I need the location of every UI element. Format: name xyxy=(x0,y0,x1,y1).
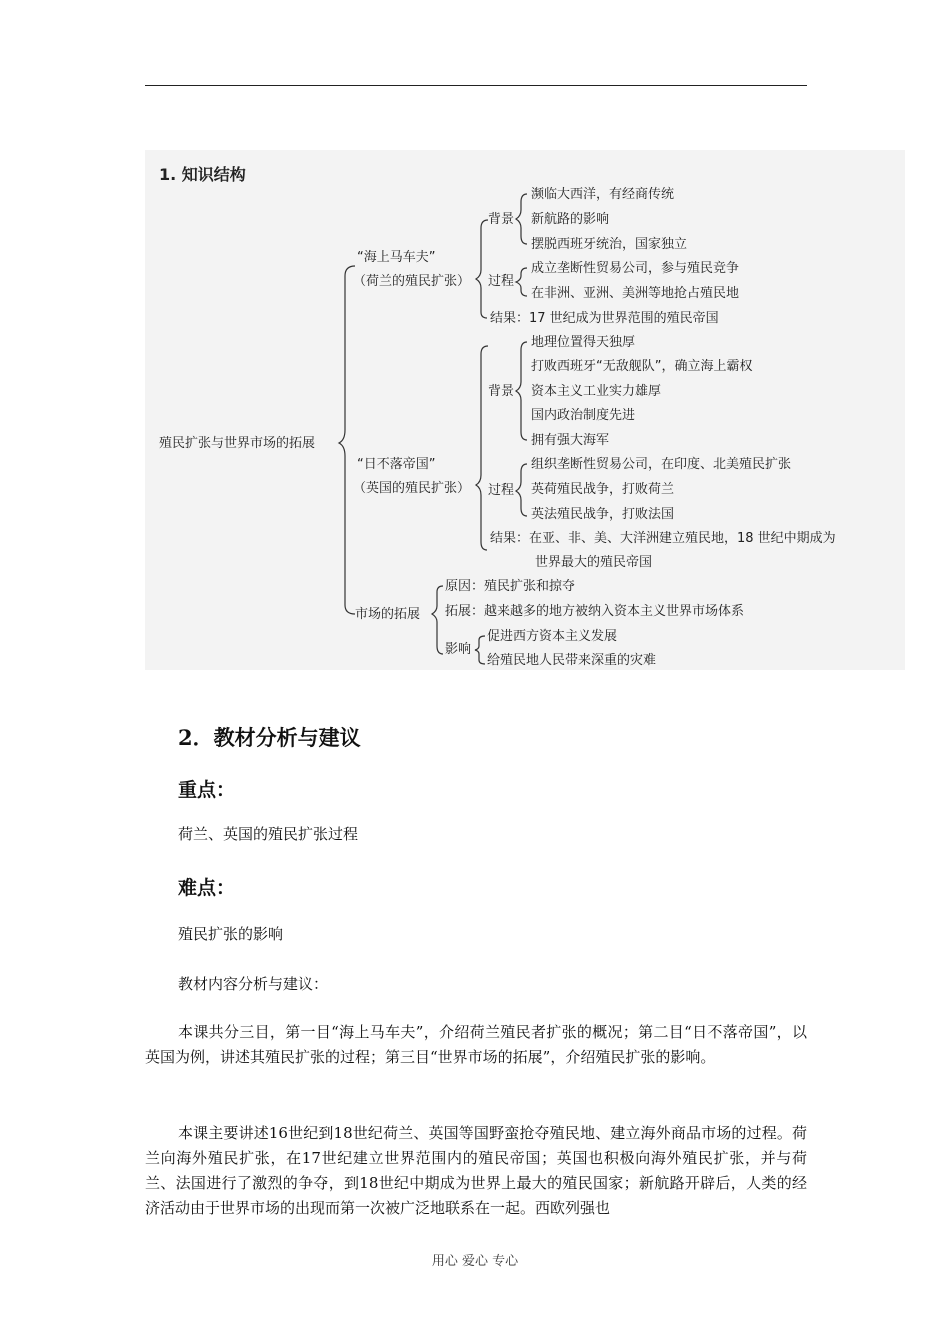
branch2-bg-item: 地理位置得天独厚 xyxy=(531,335,636,350)
branch3-impact-label: 影响 xyxy=(445,642,472,657)
branch3-impact-item: 促进西方资本主义发展 xyxy=(487,629,618,644)
key-points-text: 荷兰、英国的殖民扩张过程 xyxy=(178,825,359,843)
branch2-title: “日不落帝国” xyxy=(357,457,436,472)
analysis-label: 教材内容分析与建议： xyxy=(178,975,329,993)
key-points-heading: 重点： xyxy=(178,779,236,801)
difficulty-heading: 难点： xyxy=(178,877,236,899)
section-heading: 2．教材分析与建议 xyxy=(178,725,361,750)
branch1-result: 结果：17 世纪成为世界范围的殖民帝国 xyxy=(490,311,719,326)
branch3-expand: 拓展：越来越多的地方被纳入资本主义世界市场体系 xyxy=(445,604,745,619)
branch2-bg-item: 拥有强大海军 xyxy=(531,433,610,448)
page-footer: 用心 爱心 专心 xyxy=(431,1254,519,1269)
branch2-result-cont: 世界最大的殖民帝国 xyxy=(535,555,653,570)
branch2-proc-label: 过程 xyxy=(488,483,515,498)
branch2-result: 结果：在亚、非、美、大洋洲建立殖民地，18 世纪中期成为 xyxy=(490,531,836,546)
branch2-proc-item: 组织垄断性贸易公司，在印度、北美殖民扩张 xyxy=(531,457,792,472)
branch1-bg-item: 摆脱西班牙统治，国家独立 xyxy=(531,237,688,252)
paragraph-2: 本课主要讲述16世纪到18世纪荷兰、英国等国野蛮抢夺殖民地、建立海外商品市场的过程。荷兰向海外殖民扩张，在17世纪建立世界范围内的殖民帝国；英国也积极向海外殖民扩张，并与荷兰、法国进行了激烈的争夺，到18世纪中期成为世界上最大的殖民国家；新航路开辟后，人类的经济活动由于世界市场的出现而第一次被广泛地联系在一起。西欧列强也 xyxy=(145,1124,807,1217)
branch1-subtitle: （荷兰的殖民扩张） xyxy=(353,274,471,289)
diagram-title: 1. 知识结构 xyxy=(159,165,246,184)
branch3-impact-item: 给殖民地人民带来深重的灾难 xyxy=(487,653,657,668)
branch1-bg-item: 新航路的影响 xyxy=(531,212,610,227)
difficulty-text: 殖民扩张的影响 xyxy=(178,925,284,943)
branch2-bg-item: 打败西班牙“无敌舰队”，确立海上霸权 xyxy=(531,359,753,374)
branch3-title: 市场的拓展 xyxy=(355,607,421,622)
paragraph-1: 本课共分三目，第一目“海上马车夫”，介绍荷兰殖民者扩张的概况；第二目“日不落帝国”，以英国为例，讲述其殖民扩张的过程；第三目“世界市场的拓展”，介绍殖民扩张的影响。 xyxy=(145,1023,807,1066)
branch3-cause: 原因：殖民扩张和掠夺 xyxy=(445,579,576,594)
branch2-bg-item: 资本主义工业实力雄厚 xyxy=(531,384,662,399)
branch1-bg-item: 濒临大西洋，有经商传统 xyxy=(531,187,675,202)
branch1-title: “海上马车夫” xyxy=(357,250,436,265)
branch1-bg-label: 背景 xyxy=(488,212,515,227)
branch2-bg-label: 背景 xyxy=(488,384,515,399)
root-node: 殖民扩张与世界市场的拓展 xyxy=(159,436,316,451)
branch1-proc-label: 过程 xyxy=(488,274,515,289)
header-rule xyxy=(145,85,807,86)
branch2-proc-item: 英荷殖民战争，打败荷兰 xyxy=(531,482,675,497)
knowledge-structure-diagram xyxy=(145,150,905,670)
branch1-proc-item: 成立垄断性贸易公司，参与殖民竞争 xyxy=(531,261,740,276)
branch2-bg-item: 国内政治制度先进 xyxy=(531,408,636,423)
branch2-subtitle: （英国的殖民扩张） xyxy=(353,481,471,496)
branch1-proc-item: 在非洲、亚洲、美洲等地抢占殖民地 xyxy=(531,286,740,301)
branch2-proc-item: 英法殖民战争，打败法国 xyxy=(531,507,675,522)
